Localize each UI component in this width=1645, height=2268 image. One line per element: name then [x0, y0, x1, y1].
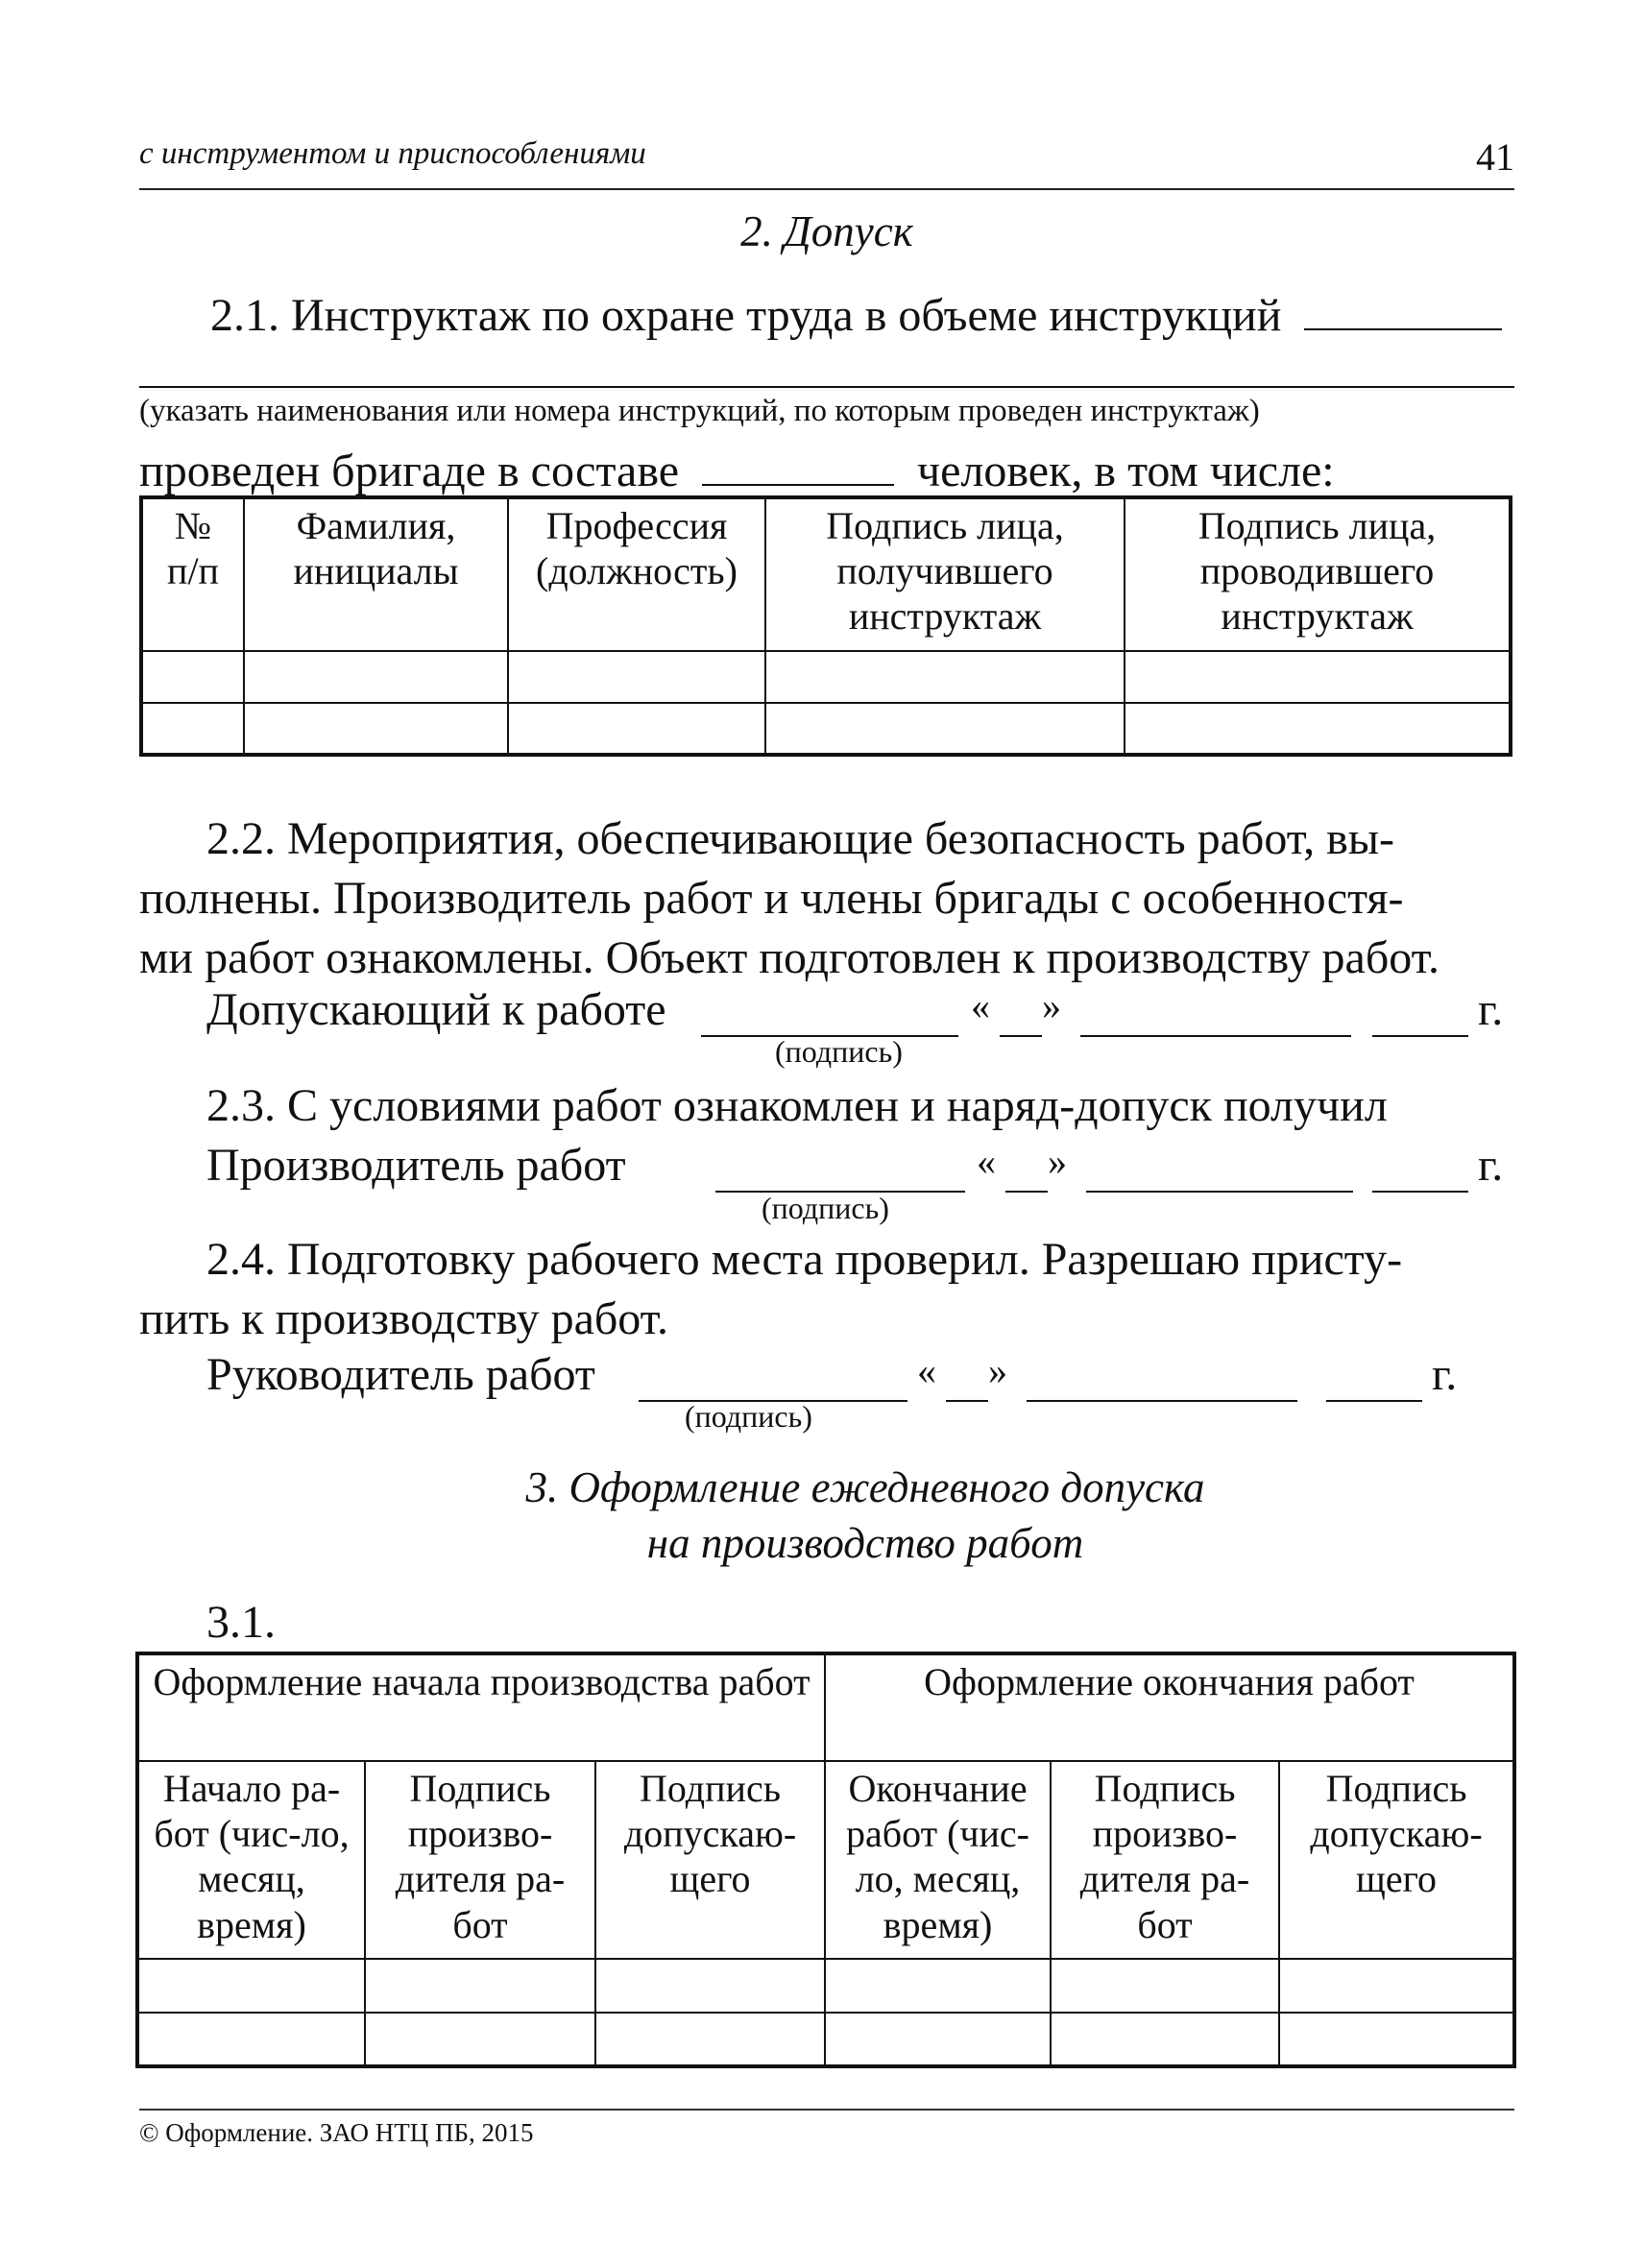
- foreman-year-suffix: г.: [1478, 1140, 1504, 1191]
- group-start-header: Оформление начала производства работ: [137, 1653, 825, 1761]
- table-row: [141, 651, 1511, 703]
- p24-line2: пить к производству работ.: [139, 1293, 669, 1344]
- section-2-title: 2. Допуск: [740, 207, 913, 255]
- col-name-header: [244, 497, 508, 651]
- col-name-line2: инициалы: [293, 549, 459, 593]
- manager-month-blank[interactable]: [1027, 1358, 1297, 1402]
- admitter-label: Допускающий к работе: [206, 984, 666, 1035]
- admitter-sign-line: [206, 983, 666, 1036]
- p24-line1: 2.4. Подготовку рабочего места проверил. Разрешаю присту-: [206, 1234, 1403, 1285]
- col-start-foreman-signature-header: Подпись произво-дителя ра-бот: [365, 1761, 595, 1959]
- table-cell[interactable]: [595, 2013, 825, 2066]
- col-end-foreman-signature-header: Подпись произво-дителя ра-бот: [1051, 1761, 1279, 1959]
- manager-year-suffix: г.: [1432, 1349, 1458, 1400]
- briefing-header-row: [141, 497, 1511, 651]
- daily-admission-table: [135, 1652, 1516, 2068]
- admitter-day-blank[interactable]: [1000, 993, 1042, 1037]
- admitter-signature-caption: (подпись): [775, 1034, 903, 1069]
- p22-line1: 2.2. Мероприятия, обеспечивающие безопасность работ, вы-: [206, 813, 1394, 864]
- foreman-year-blank[interactable]: [1372, 1148, 1468, 1193]
- table-cell[interactable]: [1125, 651, 1511, 703]
- table-cell[interactable]: [765, 651, 1125, 703]
- admitter-quote-open: «: [971, 984, 990, 1027]
- col-profession-header: [508, 497, 765, 651]
- table-cell[interactable]: [1279, 1959, 1514, 2013]
- p21-line: [210, 282, 1502, 342]
- col-received-line3: инструктаж: [848, 594, 1042, 639]
- p31-label: 3.1.: [206, 1597, 276, 1648]
- col-end-admitter-signature-header: Подпись допускаю-щего: [1279, 1761, 1514, 1959]
- table-cell[interactable]: [1051, 2013, 1279, 2066]
- p23-text: 2.3. С условиями работ ознакомлен и наряд-допуск получил: [206, 1080, 1388, 1131]
- group-end-header: Оформление окончания работ: [825, 1653, 1514, 1761]
- col-conducted-line1: Подпись лица,: [1197, 504, 1437, 547]
- section-3-title-line1: 3. Оформление ежедневного допуска: [525, 1463, 1205, 1511]
- col-conducted-line3: инструктаж: [1221, 594, 1414, 639]
- col-conducted-signature-header: [1125, 497, 1511, 651]
- col-profession-line1: Профессия: [545, 504, 728, 547]
- table-cell[interactable]: [1125, 703, 1511, 755]
- p21-text: 2.1. Инструктаж по охране труда в объеме инструкций: [210, 290, 1282, 341]
- manager-signature-caption: (подпись): [685, 1399, 812, 1434]
- p21-caption: (указать наименования или номера инструкций, по которым проведен инструктаж): [139, 394, 1260, 428]
- p21-team-line: [139, 438, 1335, 497]
- daily-group-header-row: [137, 1653, 1514, 1761]
- col-received-signature-header: [765, 497, 1125, 651]
- foreman-signature-caption: (подпись): [762, 1191, 889, 1225]
- p21-team-after: человек, в том числе:: [917, 446, 1335, 496]
- col-number-line2: п/п: [167, 549, 219, 593]
- table-cell[interactable]: [508, 651, 765, 703]
- manager-quote-close: »: [988, 1349, 1007, 1392]
- col-start-datetime-header: Начало ра-бот (чис-ло, месяц, время): [137, 1761, 365, 1959]
- running-header: [139, 136, 1514, 190]
- table-cell[interactable]: [244, 651, 508, 703]
- p21-team-before: проведен бригаде в составе: [139, 446, 680, 496]
- p22-line3: ми работ ознакомлены. Объект подготовлен к производству работ.: [139, 932, 1440, 983]
- table-cell[interactable]: [595, 1959, 825, 2013]
- col-conducted-line2: проводившего: [1199, 549, 1435, 593]
- table-cell[interactable]: [825, 1959, 1051, 2013]
- col-received-line1: Подпись лица,: [826, 504, 1064, 547]
- table-cell[interactable]: [365, 2013, 595, 2066]
- table-cell[interactable]: [244, 703, 508, 755]
- foreman-month-blank[interactable]: [1086, 1148, 1353, 1193]
- footer-divider: [139, 2109, 1514, 2111]
- admitter-signature-blank[interactable]: [701, 993, 958, 1037]
- table-cell[interactable]: [365, 1959, 595, 2013]
- col-name-line1: Фамилия,: [296, 504, 456, 547]
- col-received-line2: получившего: [836, 549, 1053, 593]
- table-cell[interactable]: [141, 703, 244, 755]
- section-3-title-line2: на производство работ: [646, 1519, 1084, 1567]
- col-end-datetime-header: Окончание работ (чис-ло, месяц, время): [825, 1761, 1051, 1959]
- foreman-quote-close: »: [1048, 1140, 1067, 1183]
- manager-year-blank[interactable]: [1326, 1358, 1422, 1402]
- table-cell[interactable]: [1279, 2013, 1514, 2066]
- manager-day-blank[interactable]: [946, 1358, 988, 1402]
- table-cell[interactable]: [137, 2013, 365, 2066]
- admitter-month-blank[interactable]: [1080, 993, 1351, 1037]
- col-number-header: [141, 497, 244, 651]
- col-number-line1: №: [174, 504, 212, 547]
- table-cell[interactable]: [765, 703, 1125, 755]
- foreman-signature-blank[interactable]: [715, 1148, 965, 1193]
- p22-line2: полнены. Производитель работ и члены бригады с особенностя-: [139, 873, 1404, 924]
- table-cell[interactable]: [1051, 1959, 1279, 2013]
- page-number: 41: [1476, 135, 1514, 179]
- table-cell[interactable]: [137, 1959, 365, 2013]
- col-profession-line2: (должность): [536, 549, 738, 593]
- table-row: [141, 703, 1511, 755]
- table-cell[interactable]: [141, 651, 244, 703]
- admitter-year-blank[interactable]: [1372, 993, 1468, 1037]
- footer-copyright: © Оформление. ЗАО НТЦ ПБ, 2015: [139, 2118, 534, 2147]
- document-page: [139, 0, 1514, 2268]
- p21-instructions-blank[interactable]: [1304, 282, 1502, 330]
- p21-instructions-fill-line[interactable]: [139, 386, 1514, 388]
- admitter-quote-close: »: [1042, 984, 1061, 1027]
- foreman-day-blank[interactable]: [1005, 1148, 1048, 1193]
- foreman-label: Производитель работ: [206, 1140, 626, 1191]
- admitter-year-suffix: г.: [1478, 984, 1504, 1035]
- briefing-table: [139, 495, 1512, 757]
- foreman-quote-open: «: [977, 1140, 996, 1183]
- table-row: [137, 2013, 1514, 2066]
- manager-label: Руководитель работ: [206, 1349, 595, 1400]
- daily-subheader-row: [137, 1761, 1514, 1959]
- table-row: [137, 1959, 1514, 2013]
- manager-quote-open: «: [917, 1349, 936, 1392]
- running-title: с инструментом и приспособлениями: [139, 136, 646, 171]
- manager-signature-blank[interactable]: [639, 1358, 907, 1402]
- table-cell[interactable]: [508, 703, 765, 755]
- team-size-blank[interactable]: [702, 438, 894, 486]
- table-cell[interactable]: [825, 2013, 1051, 2066]
- col-start-admitter-signature-header: Подпись допускаю-щего: [595, 1761, 825, 1959]
